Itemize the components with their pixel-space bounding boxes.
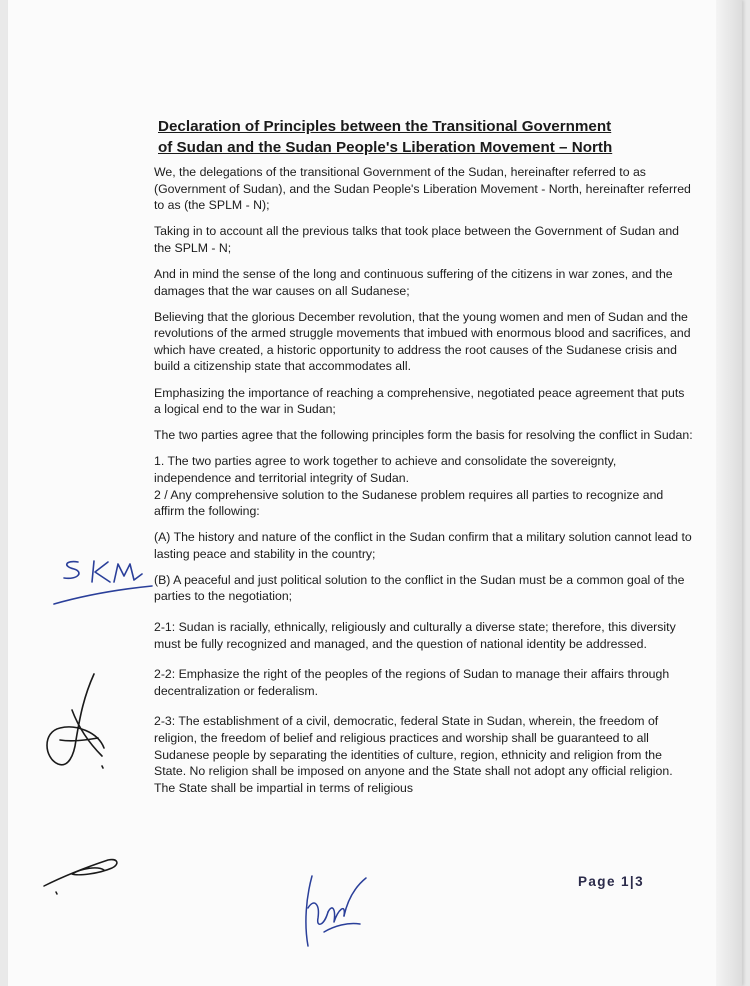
paragraph-revolution: Believing that the glorious December revolution, that the young women and men of Sudan and the revolutions of the armed struggle movements that imbued with enormous blood and sacrifices, and which have created, a historic opportunity to address the root causes of the Sudanese crisis and build a citizenship state that accommodates all. [154, 309, 691, 374]
handwritten-initials-skm [52, 552, 162, 612]
document-body [154, 164, 694, 806]
paragraph-emphasizing: Emphasizing the importance of reaching a comprehensive, negotiated peace agreement that puts a logical end to the war in Sudan; [154, 385, 685, 417]
paragraph-preamble: We, the delegations of the transitional Government of the Sudan, hereinafter referred to as (Government of Sudan), and the Sudan People's Liberation Movement - North, hereinafter referred to as (the SPLM - N); [154, 165, 691, 213]
page-number: Page 1|3 [578, 874, 645, 889]
document-title [158, 116, 658, 158]
paragraph-2-1: 2-1: Sudan is racially, ethnically, religiously and culturally a diverse state; therefore, this diversity must be fully recognized and managed, and the question of national identity be addressed. [154, 620, 676, 651]
paragraph-point-2: 2 / Any comprehensive solution to the Sudanese problem requires all parties to recognize and affirm the following: [154, 487, 664, 519]
document-page [8, 0, 742, 986]
title-line-2: of Sudan and the Sudan People's Liberation Movement – North [158, 139, 613, 156]
page-edge-shadow [716, 0, 742, 986]
paragraph-previous-talks: Taking in to account all the previous talks that took place between the Government of Sudan and the SPLM - N; [154, 224, 679, 255]
paragraph-2-2: 2-2: Emphasize the right of the peoples of the regions of Sudan to manage their affairs through decentralization or federalism. [154, 667, 670, 698]
handwritten-signature-margin [32, 670, 112, 780]
paragraph-suffering: And in mind the sense of the long and continuous suffering of the citizens in war zones, and the damages that the war causes on all Sudanese; [154, 266, 673, 298]
paragraph-point-b: (B) A peaceful and just political solution to the conflict in the Sudan must be a common goal of the parties to the negotiation; [154, 572, 685, 604]
paragraph-principles-intro: The two parties agree that the following principles form the basis for resolving the conflict in Sudan: [154, 428, 693, 443]
paragraph-2-3: 2-3: The establishment of a civil, democratic, federal State in Sudan, wherein, the freedom of religion, the freedom of belief and religious practices and worship shall be guaranteed to all Sudanese people by separating the identities of culture, region, ethnicity and religion from the State. No religion shall be imposed on anyone and the State shall not adopt any official religion. The State shall be impartial in terms of religious [154, 714, 673, 795]
paragraph-point-1: 1. The two parties agree to work together to achieve and consolidate the sovereignty, independence and territorial integrity of Sudan. [154, 454, 617, 485]
title-line-1: Declaration of Principles between the Transitional Government [158, 118, 612, 135]
handwritten-signature-bottom-center [294, 868, 374, 952]
paragraph-point-a: (A) The history and nature of the conflict in the Sudan confirm that a military solution cannot lead to lasting peace and stability in the country; [154, 530, 692, 561]
handwritten-signature-bottom-left [38, 852, 128, 902]
